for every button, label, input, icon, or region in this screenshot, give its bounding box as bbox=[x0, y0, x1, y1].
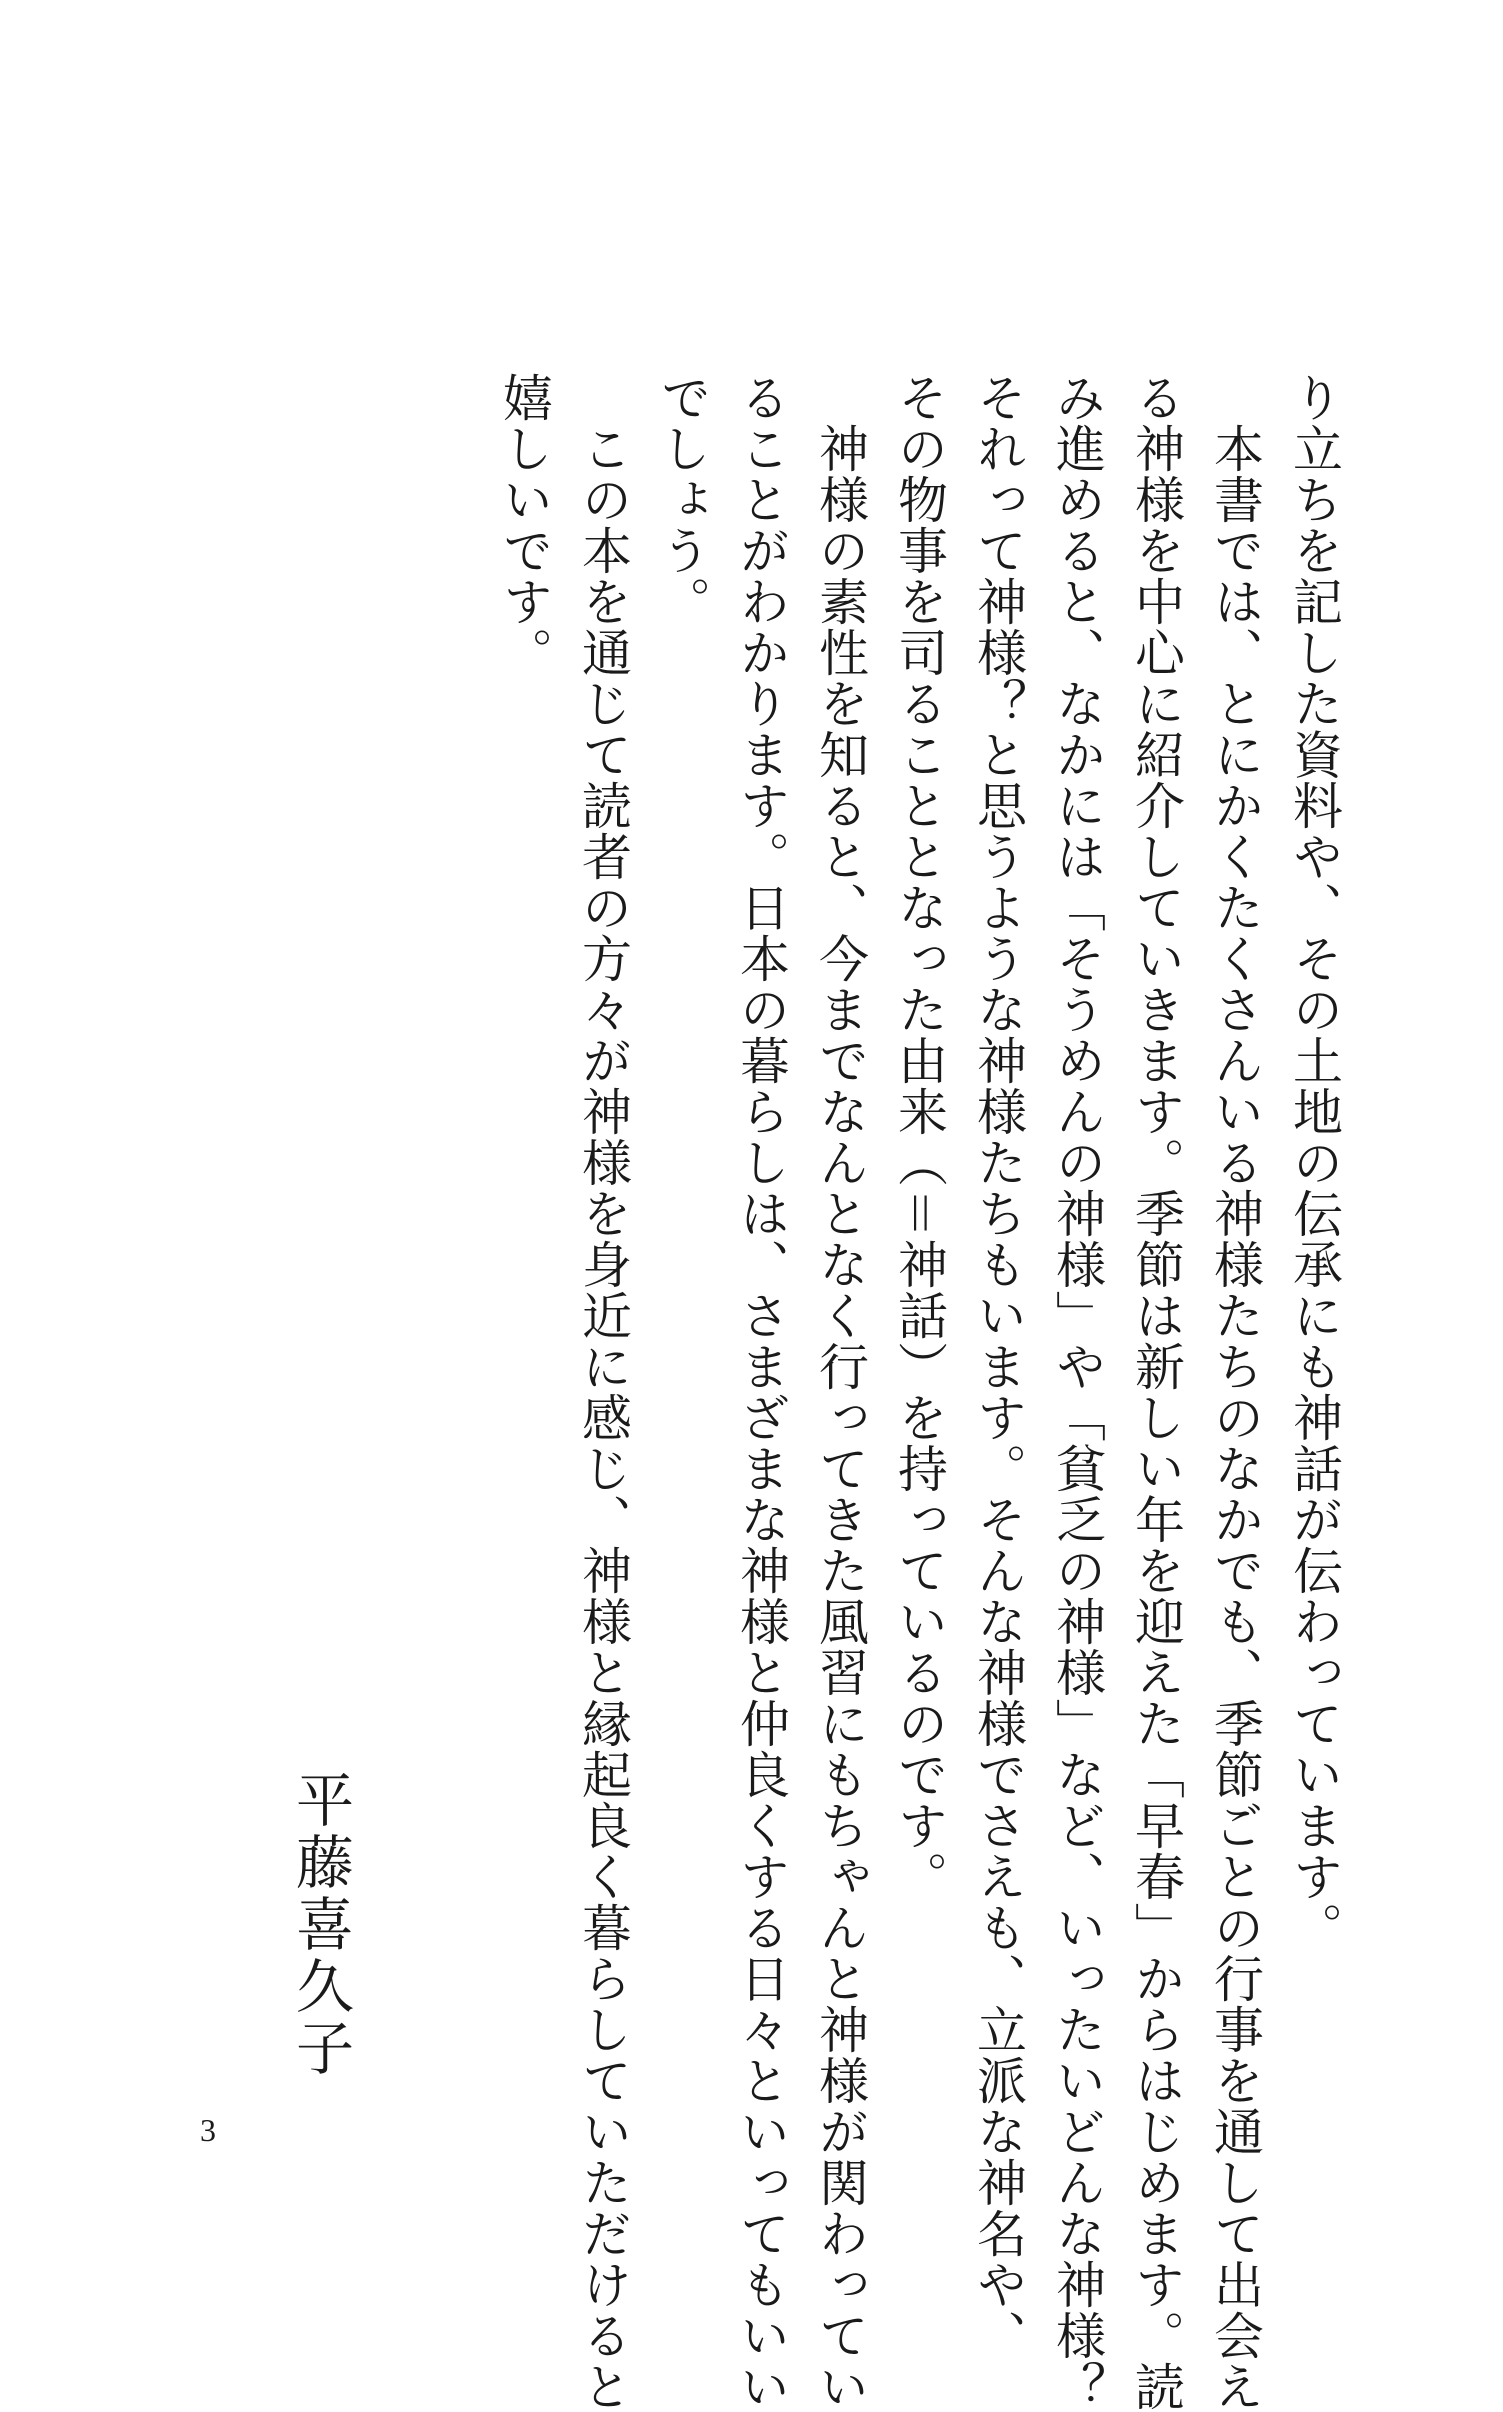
text-line: その物事を司ることとなった由来（＝神話）を持っているのです。 bbox=[890, 372, 948, 1902]
author-name: 平藤喜久子 bbox=[286, 1770, 354, 2080]
text-line: 嬉しいです。 bbox=[495, 372, 553, 678]
text-line: 神様の素性を知ると、今までなんとなく行ってきた風習にもちゃんと神様が関わってい bbox=[811, 372, 869, 2412]
text-line: それって神様？と思うような神様たちもいます。そんな神様でさえも、立派な神名や、 bbox=[969, 372, 1027, 2361]
text-line: 本書では、とにかくたくさんいる神様たちのなかでも、季節ごとの行事を通して出会え bbox=[1206, 372, 1264, 2412]
text-line: る神様を中心に紹介していきます。季節は新しい年を迎えた「早春」からはじめます。読 bbox=[1127, 372, 1185, 2412]
text-line: み進めると、なかには「そうめんの神様」や「貧乏の神様」など、いったいどんな神様？ bbox=[1048, 372, 1106, 2412]
page-number: 3 bbox=[200, 2112, 216, 2148]
body-text bbox=[484, 372, 1353, 2412]
text-line: り立ちを記した資料や、その土地の伝承にも神話が伝わっています。 bbox=[1285, 372, 1343, 1953]
text-line: でしょう。 bbox=[653, 372, 711, 627]
text-line: この本を通じて読者の方々が神様を身近に感じ、神様と縁起良く暮らしていただけると bbox=[574, 372, 632, 2412]
text-line: ることがわかります。日本の暮らしは、さまざまな神様と仲良くする日々といってもいい bbox=[732, 372, 790, 2412]
